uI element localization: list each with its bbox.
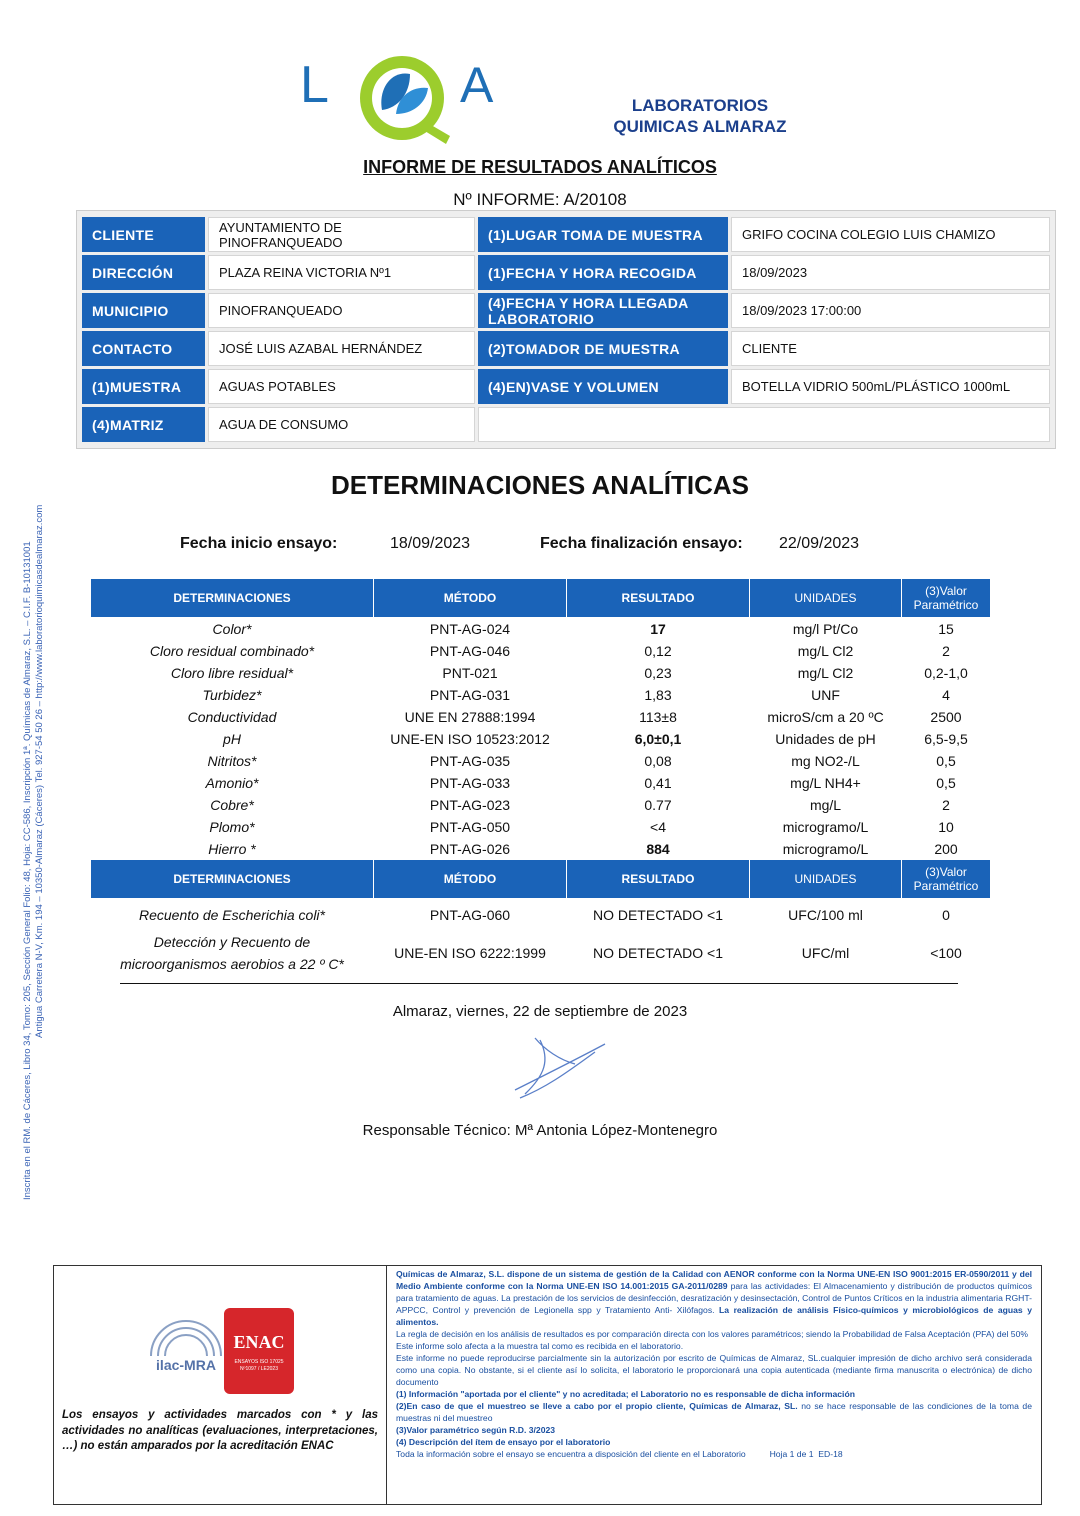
- fecha-fin-value: 22/09/2023: [779, 535, 860, 552]
- result-cell-det: Amonio*: [205, 775, 259, 791]
- divider: [120, 983, 958, 984]
- info-label: (2)TOMADOR DE MUESTRA: [478, 331, 728, 366]
- result-cell-resultado: 0,12: [644, 643, 672, 659]
- enac-note: Los ensayos y actividades marcados con * y las actividades no analíticas (evaluaciones, interpretaciones, …) no están amparados por la acreditación ENAC: [62, 1409, 378, 1452]
- result-cell-det: pH: [223, 731, 241, 747]
- result-row: [91, 931, 991, 975]
- lab-name-line1: LABORATORIOS: [631, 96, 769, 115]
- info-empty: [478, 407, 1050, 442]
- client-info-table: [76, 210, 1056, 449]
- result-row: [91, 816, 991, 838]
- result-row: [91, 684, 991, 706]
- result-cell-metodo: PNT-AG-023: [429, 797, 511, 813]
- result-row: [91, 618, 991, 641]
- fecha-inicio-value: 18/09/2023: [390, 535, 471, 552]
- sample-note: Este informe solo afecta a la muestra tal como es recibida en el laboratorio.: [396, 1341, 684, 1351]
- result-row: [91, 640, 991, 662]
- side-line1: Inscrita en el RM. de Cáceres, Libro 34, Tomo: 205, Sección General Folio: 48, Hoja: CC-586, Inscripción 1ª. Químicas de Almaraz, S.L. – C.I.F. B-10131001: [22, 541, 33, 1200]
- result-cell-resultado: 0,41: [644, 775, 672, 791]
- info-row: [82, 255, 1050, 290]
- column-header: MÉTODO: [374, 860, 567, 899]
- result-cell-det: Cobre*: [210, 797, 254, 813]
- reproduction-note: Este informe no puede reproducirse parcialmente sin la autorización por escrito de Químicas de Almaraz, SL.cualquier impresión de dicho archivo será considerada como una copia. No obstante, si el cliente así lo solicita, el laboratorio le proporcionará una copia autenticada (mediante firma manuscrita o electrónica) de dicho documento: [396, 1353, 1032, 1387]
- info-value: CLIENTE: [731, 331, 1050, 366]
- info-value: BOTELLA VIDRIO 500mL/PLÁSTICO 1000mL: [731, 369, 1050, 404]
- result-cell-metodo: PNT-AG-033: [429, 775, 511, 791]
- info-value: AGUA DE CONSUMO: [208, 407, 475, 442]
- results-table-physchem: [90, 578, 991, 860]
- result-row: [91, 728, 991, 750]
- result-row: [91, 706, 991, 728]
- logo-letter-l: L: [300, 56, 329, 114]
- info-row: [82, 217, 1050, 252]
- result-cell-unidades: UFC/ml: [801, 945, 850, 961]
- note-3: (3)Valor paramétrico según R.D. 3/2023: [396, 1425, 556, 1435]
- result-row: [91, 794, 991, 816]
- result-cell-resultado: 0.77: [644, 797, 672, 813]
- result-cell-resultado: 113±8: [639, 709, 677, 725]
- result-cell-metodo: PNT-021: [442, 665, 498, 681]
- note-2: (2)En caso de que el muestreo se lleve a cabo por el propio cliente, Químicas de Almaraz, SL.: [396, 1401, 798, 1411]
- result-cell-resultado: NO DETECTADO <1: [592, 945, 724, 961]
- responsable-tecnico: Responsable Técnico: Mª Antonia López-Montenegro: [362, 1122, 718, 1139]
- result-cell-metodo: UNE-EN ISO 6222:1999: [394, 945, 546, 961]
- column-header: DETERMINACIONES: [91, 579, 374, 618]
- result-cell-metodo: PNT-AG-026: [429, 841, 511, 857]
- result-cell-unidades: mg/L Cl2: [797, 643, 854, 659]
- result-cell-valor: <100: [930, 945, 962, 961]
- enac-accreditation: ENSAYOS ISO 17025 Nº1097 / LE2023: [234, 1359, 284, 1372]
- result-cell-valor: 10: [938, 819, 954, 835]
- result-cell-det: Cloro libre residual*: [170, 665, 294, 681]
- info-label: DIRECCIÓN: [82, 255, 205, 290]
- result-cell-metodo: UNE EN 27888:1994: [404, 709, 536, 725]
- logo-letter-a: A: [460, 57, 494, 113]
- info-value: PLAZA REINA VICTORIA Nº1: [208, 255, 475, 290]
- result-cell-resultado: 1,83: [644, 687, 672, 703]
- result-cell-unidades: mg NO2-/L: [791, 753, 860, 769]
- result-cell-unidades: mg/L NH4+: [790, 775, 861, 791]
- info-label: CLIENTE: [82, 217, 205, 252]
- result-cell-metodo: PNT-AG-060: [429, 907, 511, 923]
- result-row: [91, 838, 991, 860]
- result-cell-valor: 0,5: [936, 775, 956, 791]
- result-cell-resultado: 0,08: [644, 753, 672, 769]
- result-cell-valor: 200: [934, 841, 958, 857]
- quality-statement: Químicas de Almaraz, S.L. dispone de un sistema de gestión de la Calidad con AENOR conforme con la Norma UNE-EN ISO 9001:2015 ER-0590/2011 y del Medio Ambiente conforme con la Norma UNE-EN ISO 14.001:2015 GA-2011/0289: [396, 1269, 1032, 1291]
- result-cell-valor: 2: [942, 643, 950, 659]
- fecha-fin-label: Fecha finalización ensayo:: [540, 535, 743, 552]
- result-cell-resultado: NO DETECTADO <1: [592, 907, 724, 923]
- result-cell-valor: 0,5: [936, 753, 956, 769]
- info-label: MUNICIPIO: [82, 293, 205, 328]
- footer-legal-text: [396, 1268, 1032, 1460]
- decision-rule: La regla de decisión en los análisis de resultados es por comparación directa con los valores paramétricos; siendo la Probabilidad de Falsa Aceptación (PFA) del 50%: [396, 1329, 1028, 1339]
- report-number: Nº INFORME: A/20108: [453, 190, 627, 209]
- column-header: DETERMINACIONES: [91, 860, 374, 899]
- info-label: (1)FECHA Y HORA RECOGIDA: [478, 255, 728, 290]
- result-cell-valor: 2500: [930, 709, 962, 725]
- column-header: (3)Valor Paramétrico: [902, 579, 991, 618]
- result-cell-valor: 4: [942, 687, 950, 703]
- info-row: [82, 407, 1050, 442]
- result-cell-det: Nitritos*: [207, 753, 257, 769]
- result-cell-unidades: UNF: [811, 687, 840, 703]
- info-value: PINOFRANQUEADO: [208, 293, 475, 328]
- result-cell-unidades: microgramo/L: [782, 841, 869, 857]
- lqa-logo: [300, 40, 500, 150]
- result-cell-det: Color*: [212, 621, 252, 637]
- note-4: (4) Descripción del ítem de ensayo por el laboratorio: [396, 1437, 611, 1447]
- result-row: [91, 750, 991, 772]
- fecha-inicio-label: Fecha inicio ensayo:: [180, 535, 338, 552]
- activities-text: para las actividades: El Almacenamiento y distribución de productos químicos para tratamiento de aguas. La prestación de los servicios de desinfección, desratización y desinsectación, Control de Puntos Críticos en la industria alimentaria RGHT-APPCC, Control y prevención de Legionella spp y Tratamiento Anti- Xilófagos.: [396, 1281, 1032, 1315]
- result-cell-det: Conductividad: [187, 709, 277, 725]
- result-cell-valor: 15: [938, 621, 954, 637]
- ilac-label: ilac-MRA: [156, 1357, 216, 1373]
- info-value: 18/09/2023: [731, 255, 1050, 290]
- note-2-rest: no se hace responsable de las condiciones de la toma de muestras ni del muestreo: [396, 1401, 1032, 1423]
- result-row: [91, 662, 991, 684]
- note-1: (1) Información "aportada por el cliente" y no acreditada; el Laboratorio no es responsable de dicha información: [396, 1389, 855, 1399]
- enac-label: ENAC: [233, 1332, 285, 1352]
- result-cell-metodo: PNT-AG-035: [429, 753, 511, 769]
- result-cell-det: Detección y Recuento de microorganismos aerobios a 22 º C*: [120, 934, 344, 972]
- result-cell-unidades: UFC/100 ml: [788, 907, 863, 923]
- result-cell-resultado: <4: [650, 819, 666, 835]
- column-header: UNIDADES: [750, 860, 902, 899]
- result-cell-det: Hierro *: [208, 841, 256, 857]
- column-header: (3)Valor Paramétrico: [902, 860, 991, 899]
- info-value: AYUNTAMIENTO DE PINOFRANQUEADO: [208, 217, 475, 252]
- result-cell-unidades: Unidades de pH: [775, 731, 876, 747]
- footer-left: [54, 1266, 387, 1504]
- result-cell-valor: 6,5-9,5: [924, 731, 968, 747]
- info-row: [82, 331, 1050, 366]
- result-cell-valor: 0,2-1,0: [924, 665, 968, 681]
- info-label: CONTACTO: [82, 331, 205, 366]
- result-cell-det: Recuento de Escherichia coli*: [139, 907, 325, 923]
- result-cell-det: Plomo*: [209, 819, 255, 835]
- info-row: [82, 293, 1050, 328]
- result-cell-resultado: 6,0±0,1: [634, 731, 682, 747]
- result-cell-det: Turbidez*: [202, 687, 262, 703]
- footer-box: [53, 1265, 1042, 1505]
- place-date: Almaraz, viernes, 22 de septiembre de 2023: [392, 1003, 688, 1020]
- analysis-statement: La realización de análisis Físico-químicos y microbiológicos de aguas y alimentos.: [396, 1305, 1032, 1327]
- result-cell-unidades: microgramo/L: [782, 819, 869, 835]
- result-cell-metodo: PNT-AG-046: [429, 643, 511, 659]
- lab-name: [590, 95, 810, 137]
- result-cell-det: Cloro residual combinado*: [149, 643, 315, 659]
- handwritten-signature: [505, 1030, 625, 1120]
- result-cell-metodo: PNT-AG-050: [429, 819, 511, 835]
- page-footer-line: Toda la información sobre el ensayo se encuentra a disposición del cliente en el Laboratorio Hoja 1 de 1 ED-18: [396, 1449, 843, 1459]
- info-value: GRIFO COCINA COLEGIO LUIS CHAMIZO: [731, 217, 1050, 252]
- result-cell-metodo: UNE-EN ISO 10523:2012: [390, 731, 550, 747]
- enac-logo: [224, 1308, 294, 1394]
- info-label: (4)FECHA Y HORA LLEGADA LABORATORIO: [478, 293, 728, 328]
- result-cell-valor: 2: [942, 797, 950, 813]
- info-label: (4)MATRIZ: [82, 407, 205, 442]
- side-line2: Antigua Carretera N-V, Km. 194 – 10350-Almaraz (Cáceres) Tel. 927-54 50 26 – http://www.laboratorioquimicasdealmaraz.com: [34, 504, 45, 1038]
- info-value: AGUAS POTABLES: [208, 369, 475, 404]
- result-cell-resultado: 0,23: [644, 665, 672, 681]
- result-cell-unidades: mg/L: [809, 797, 842, 813]
- results-table-micro: [90, 859, 991, 975]
- result-cell-unidades: mg/L Cl2: [797, 665, 854, 681]
- info-label: (1)MUESTRA: [82, 369, 205, 404]
- lab-name-line2: QUIMICAS ALMARAZ: [613, 117, 787, 136]
- side-registry-text: [22, 505, 46, 1200]
- determinaciones-heading: DETERMINACIONES ANALÍTICAS: [331, 470, 749, 500]
- info-value: 18/09/2023 17:00:00: [731, 293, 1050, 328]
- result-row: [91, 899, 991, 932]
- result-cell-unidades: microS/cm a 20 ºC: [767, 709, 884, 725]
- info-label: (1)LUGAR TOMA DE MUESTRA: [478, 217, 728, 252]
- column-header: RESULTADO: [567, 579, 750, 618]
- column-header: RESULTADO: [567, 860, 750, 899]
- info-value: JOSÉ LUIS AZABAL HERNÁNDEZ: [208, 331, 475, 366]
- column-header: UNIDADES: [750, 579, 902, 618]
- report-title: INFORME DE RESULTADOS ANALÍTICOS: [363, 157, 717, 177]
- result-cell-metodo: PNT-AG-031: [429, 687, 511, 703]
- ilac-mra-logo: [146, 1316, 226, 1381]
- info-row: [82, 369, 1050, 404]
- result-cell-resultado: 17: [650, 621, 666, 637]
- result-cell-unidades: mg/l Pt/Co: [792, 621, 859, 637]
- column-header: MÉTODO: [374, 579, 567, 618]
- info-label: (4)EN)VASE Y VOLUMEN: [478, 369, 728, 404]
- result-cell-metodo: PNT-AG-024: [429, 621, 511, 637]
- result-row: [91, 772, 991, 794]
- result-cell-resultado: 884: [646, 841, 670, 857]
- result-cell-valor: 0: [942, 907, 950, 923]
